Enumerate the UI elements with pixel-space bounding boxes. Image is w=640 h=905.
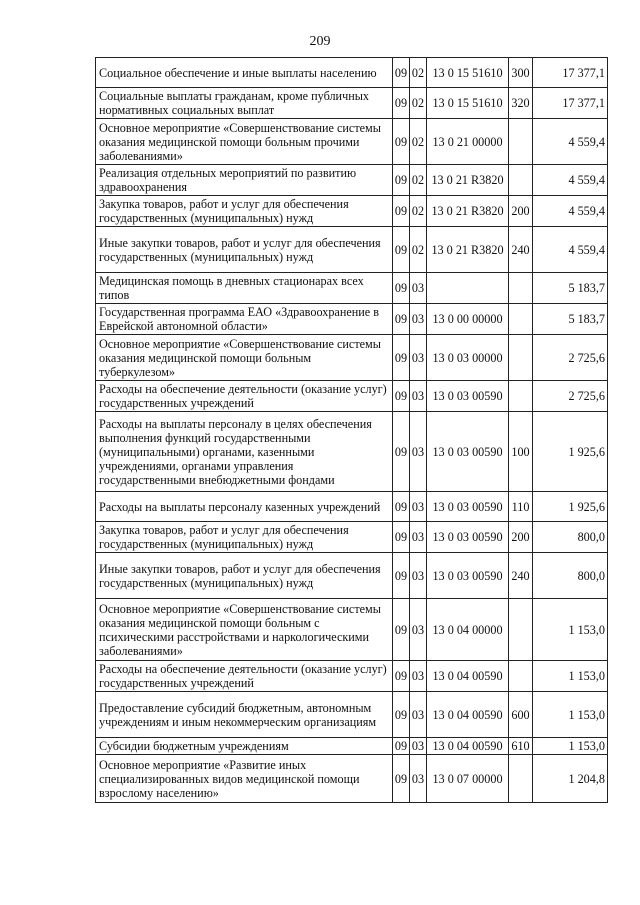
table-row — [96, 304, 608, 335]
row-name-cell: Иные закупки товаров, работ и услуг для обеспечения государственных (муниципальных) нужд — [96, 227, 393, 273]
row-expense-type-cell — [509, 165, 533, 196]
row-target-article-cell: 13 0 21 R3820 — [427, 165, 509, 196]
row-subsection-cell: 03 — [410, 335, 427, 381]
row-section-cell: 09 — [393, 755, 410, 803]
row-section-cell: 09 — [393, 522, 410, 553]
row-subsection-cell: 03 — [410, 522, 427, 553]
row-amount-cell: 17 377,1 — [533, 58, 608, 88]
table-row — [96, 661, 608, 692]
row-section-cell: 09 — [393, 273, 410, 304]
row-amount-cell: 800,0 — [533, 522, 608, 553]
row-target-article-cell: 13 0 03 00590 — [427, 492, 509, 522]
row-subsection-cell: 03 — [410, 273, 427, 304]
row-expense-type-cell — [509, 273, 533, 304]
row-name-cell: Основное мероприятие «Развитие иных специализированных видов медицинской помощи взрослому населению» — [96, 755, 393, 803]
row-name-cell: Расходы на выплаты персоналу в целях обеспечения выполнения функций государственными (муниципальными) органами, казенными учреждениями, органами управления государственными внебюджетными фондами — [96, 412, 393, 492]
row-name-cell: Субсидии бюджетным учреждениям — [96, 738, 393, 755]
table-row — [96, 522, 608, 553]
row-name-cell: Реализация отдельных мероприятий по развитию здравоохранения — [96, 165, 393, 196]
row-subsection-cell: 03 — [410, 381, 427, 412]
table-row — [96, 227, 608, 273]
table-row — [96, 335, 608, 381]
row-amount-cell: 1 153,0 — [533, 692, 608, 738]
row-target-article-cell: 13 0 04 00590 — [427, 661, 509, 692]
row-section-cell: 09 — [393, 692, 410, 738]
row-amount-cell: 4 559,4 — [533, 165, 608, 196]
table-row — [96, 58, 608, 88]
table-row — [96, 273, 608, 304]
row-target-article-cell: 13 0 03 00590 — [427, 381, 509, 412]
row-subsection-cell: 03 — [410, 553, 427, 599]
row-amount-cell: 1 153,0 — [533, 661, 608, 692]
row-name-cell: Медицинская помощь в дневных стационарах всех типов — [96, 273, 393, 304]
row-section-cell: 09 — [393, 492, 410, 522]
row-target-article-cell: 13 0 15 51610 — [427, 58, 509, 88]
row-name-cell: Расходы на обеспечение деятельности (оказание услуг) государственных учреждений — [96, 661, 393, 692]
row-target-article-cell: 13 0 04 00590 — [427, 692, 509, 738]
row-section-cell: 09 — [393, 119, 410, 165]
table-row — [96, 599, 608, 661]
row-section-cell: 09 — [393, 304, 410, 335]
row-name-cell: Иные закупки товаров, работ и услуг для обеспечения государственных (муниципальных) нужд — [96, 553, 393, 599]
row-expense-type-cell — [509, 119, 533, 165]
row-subsection-cell: 03 — [410, 492, 427, 522]
row-subsection-cell: 03 — [410, 755, 427, 803]
row-name-cell: Расходы на выплаты персоналу казенных учреждений — [96, 492, 393, 522]
row-expense-type-cell: 110 — [509, 492, 533, 522]
row-expense-type-cell: 200 — [509, 522, 533, 553]
row-amount-cell: 2 725,6 — [533, 335, 608, 381]
row-amount-cell: 2 725,6 — [533, 381, 608, 412]
row-name-cell: Основное мероприятие «Совершенствование системы оказания медицинской помощи больным с психическими расстройствами и наркологическими заболеваниями» — [96, 599, 393, 661]
row-expense-type-cell: 200 — [509, 196, 533, 227]
row-subsection-cell: 03 — [410, 738, 427, 755]
row-expense-type-cell — [509, 661, 533, 692]
row-section-cell: 09 — [393, 738, 410, 755]
row-subsection-cell: 02 — [410, 227, 427, 273]
row-section-cell: 09 — [393, 599, 410, 661]
row-name-cell: Государственная программа ЕАО «Здравоохранение в Еврейской автономной области» — [96, 304, 393, 335]
table-row — [96, 381, 608, 412]
row-section-cell: 09 — [393, 196, 410, 227]
table-row — [96, 492, 608, 522]
row-section-cell: 09 — [393, 88, 410, 119]
page-number: 209 — [309, 34, 331, 49]
row-amount-cell: 5 183,7 — [533, 273, 608, 304]
row-expense-type-cell — [509, 304, 533, 335]
row-target-article-cell: 13 0 15 51610 — [427, 88, 509, 119]
table-row — [96, 196, 608, 227]
table-row — [96, 88, 608, 119]
row-name-cell: Закупка товаров, работ и услуг для обеспечения государственных (муниципальных) нужд — [96, 196, 393, 227]
row-target-article-cell: 13 0 21 00000 — [427, 119, 509, 165]
table-row — [96, 692, 608, 738]
row-target-article-cell: 13 0 03 00590 — [427, 522, 509, 553]
row-subsection-cell: 02 — [410, 119, 427, 165]
row-section-cell: 09 — [393, 335, 410, 381]
row-section-cell: 09 — [393, 412, 410, 492]
row-subsection-cell: 03 — [410, 304, 427, 335]
row-section-cell: 09 — [393, 227, 410, 273]
row-subsection-cell: 02 — [410, 196, 427, 227]
row-name-cell: Основное мероприятие «Совершенствование системы оказания медицинской помощи больным прочими заболеваниями» — [96, 119, 393, 165]
budget-table-body — [96, 58, 608, 803]
row-subsection-cell: 03 — [410, 599, 427, 661]
row-expense-type-cell — [509, 335, 533, 381]
row-section-cell: 09 — [393, 58, 410, 88]
row-expense-type-cell: 610 — [509, 738, 533, 755]
row-expense-type-cell: 300 — [509, 58, 533, 88]
row-amount-cell: 1 925,6 — [533, 492, 608, 522]
row-target-article-cell: 13 0 03 00590 — [427, 412, 509, 492]
row-target-article-cell: 13 0 03 00000 — [427, 335, 509, 381]
row-amount-cell: 17 377,1 — [533, 88, 608, 119]
row-subsection-cell: 02 — [410, 165, 427, 196]
row-target-article-cell — [427, 273, 509, 304]
row-amount-cell: 1 925,6 — [533, 412, 608, 492]
row-subsection-cell: 02 — [410, 58, 427, 88]
row-target-article-cell: 13 0 04 00590 — [427, 738, 509, 755]
row-expense-type-cell — [509, 755, 533, 803]
table-row — [96, 738, 608, 755]
row-expense-type-cell: 600 — [509, 692, 533, 738]
row-target-article-cell: 13 0 04 00000 — [427, 599, 509, 661]
row-target-article-cell: 13 0 03 00590 — [427, 553, 509, 599]
row-target-article-cell: 13 0 21 R3820 — [427, 196, 509, 227]
row-amount-cell: 800,0 — [533, 553, 608, 599]
row-expense-type-cell — [509, 381, 533, 412]
table-row — [96, 119, 608, 165]
row-section-cell: 09 — [393, 553, 410, 599]
row-subsection-cell: 02 — [410, 88, 427, 119]
row-amount-cell: 1 204,8 — [533, 755, 608, 803]
row-section-cell: 09 — [393, 165, 410, 196]
table-row — [96, 553, 608, 599]
row-name-cell: Социальные выплаты гражданам, кроме публичных нормативных социальных выплат — [96, 88, 393, 119]
row-name-cell: Предоставление субсидий бюджетным, автономным учреждениям и иным некоммерческим организациям — [96, 692, 393, 738]
row-section-cell: 09 — [393, 381, 410, 412]
row-name-cell: Закупка товаров, работ и услуг для обеспечения государственных (муниципальных) нужд — [96, 522, 393, 553]
row-name-cell: Социальное обеспечение и иные выплаты населению — [96, 58, 393, 88]
table-row — [96, 412, 608, 492]
row-amount-cell: 4 559,4 — [533, 119, 608, 165]
row-expense-type-cell: 240 — [509, 553, 533, 599]
table-row — [96, 165, 608, 196]
row-amount-cell: 4 559,4 — [533, 227, 608, 273]
row-expense-type-cell: 320 — [509, 88, 533, 119]
row-section-cell: 09 — [393, 661, 410, 692]
row-amount-cell: 5 183,7 — [533, 304, 608, 335]
row-target-article-cell: 13 0 21 R3820 — [427, 227, 509, 273]
row-subsection-cell: 03 — [410, 412, 427, 492]
row-amount-cell: 4 559,4 — [533, 196, 608, 227]
table-row — [96, 755, 608, 803]
row-subsection-cell: 03 — [410, 661, 427, 692]
row-target-article-cell: 13 0 07 00000 — [427, 755, 509, 803]
budget-table — [95, 57, 608, 803]
row-expense-type-cell — [509, 599, 533, 661]
row-amount-cell: 1 153,0 — [533, 599, 608, 661]
row-name-cell: Расходы на обеспечение деятельности (оказание услуг) государственных учреждений — [96, 381, 393, 412]
row-target-article-cell: 13 0 00 00000 — [427, 304, 509, 335]
row-name-cell: Основное мероприятие «Совершенствование системы оказания медицинской помощи больным туберкулезом» — [96, 335, 393, 381]
row-amount-cell: 1 153,0 — [533, 738, 608, 755]
row-expense-type-cell: 100 — [509, 412, 533, 492]
row-expense-type-cell: 240 — [509, 227, 533, 273]
row-subsection-cell: 03 — [410, 692, 427, 738]
